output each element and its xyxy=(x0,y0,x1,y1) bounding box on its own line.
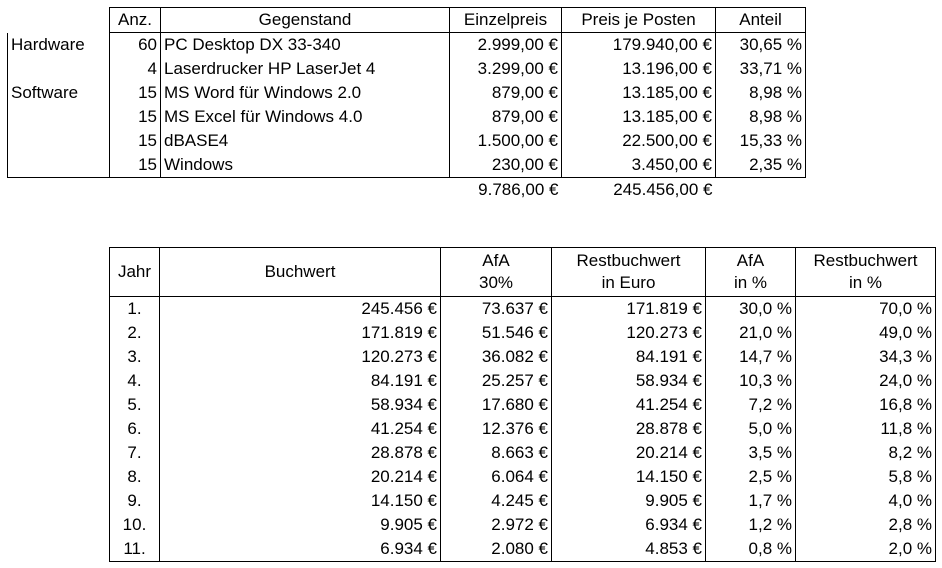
afa-cell: 17.680 € xyxy=(441,393,552,417)
restbuchwert-percent-cell: 11,8 % xyxy=(796,417,936,441)
anz-cell: 15 xyxy=(110,153,161,178)
afa-percent-cell: 30,0 % xyxy=(706,297,796,322)
depreciation-header-row xyxy=(110,248,936,297)
afa-cell: 6.064 € xyxy=(441,465,552,489)
anteil-cell: 33,71 % xyxy=(716,57,806,81)
afa-cell: 51.546 € xyxy=(441,321,552,345)
afa-cell: 8.663 € xyxy=(441,441,552,465)
restbuchwert-percent-cell: 24,0 % xyxy=(796,369,936,393)
gegenstand-cell: dBASE4 xyxy=(161,129,450,153)
afa-percent-cell: 0,8 % xyxy=(706,537,796,562)
table-row xyxy=(110,345,936,369)
category-label: Software xyxy=(8,81,110,105)
restbuchwert-percent-cell: 4,0 % xyxy=(796,489,936,513)
restbuchwert-euro-cell: 171.819 € xyxy=(552,297,706,322)
einzelpreis-total: 9.786,00 € xyxy=(478,180,559,199)
restbuchwert-percent-cell: 34,3 % xyxy=(796,345,936,369)
jahr-cell: 6. xyxy=(110,417,160,441)
anz-cell: 4 xyxy=(110,57,161,81)
anteil-cell: 15,33 % xyxy=(716,129,806,153)
inventory-table xyxy=(7,7,806,202)
einzelpreis-cell: 3.299,00 € xyxy=(450,57,562,81)
anteil-cell: 2,35 % xyxy=(716,153,806,178)
table-row xyxy=(8,33,806,58)
einzelpreis-header: Einzelpreis xyxy=(450,8,562,33)
category-label xyxy=(8,57,110,81)
table-row xyxy=(8,105,806,129)
jahr-cell: 9. xyxy=(110,489,160,513)
einzelpreis-cell: 879,00 € xyxy=(450,81,562,105)
anz-cell: 15 xyxy=(110,129,161,153)
afa-cell: 4.245 € xyxy=(441,489,552,513)
table-row xyxy=(110,537,936,562)
einzelpreis-cell: 2.999,00 € xyxy=(450,33,562,58)
buchwert-cell: 245.456 € xyxy=(160,297,441,322)
jahr-cell: 11. xyxy=(110,537,160,562)
einzelpreis-cell: 879,00 € xyxy=(450,105,562,129)
restbuchwert-percent-cell: 70,0 % xyxy=(796,297,936,322)
jahr-cell: 3. xyxy=(110,345,160,369)
table-row xyxy=(8,129,806,153)
afa-percent-cell: 2,5 % xyxy=(706,465,796,489)
category-label xyxy=(8,129,110,153)
category-header-cell xyxy=(8,8,110,33)
buchwert-cell: 171.819 € xyxy=(160,321,441,345)
table-row xyxy=(8,81,806,105)
category-label xyxy=(8,105,110,129)
restbuchwert-percent-cell: 5,8 % xyxy=(796,465,936,489)
anz-header: Anz. xyxy=(110,8,161,33)
buchwert-cell: 9.905 € xyxy=(160,513,441,537)
preis-cell: 22.500,00 € xyxy=(562,129,716,153)
buchwert-cell: 84.191 € xyxy=(160,369,441,393)
preis-total: 245.456,00 € xyxy=(613,180,713,199)
table-row xyxy=(110,513,936,537)
table-row xyxy=(110,393,936,417)
anteil-cell: 30,65 % xyxy=(716,33,806,58)
restbuchwert-euro-cell: 6.934 € xyxy=(552,513,706,537)
restbuchwert-euro-cell: 9.905 € xyxy=(552,489,706,513)
restbuchwert-euro-cell: 120.273 € xyxy=(552,321,706,345)
table-row xyxy=(110,321,936,345)
table-row xyxy=(110,297,936,322)
jahr-cell: 10. xyxy=(110,513,160,537)
totals-row xyxy=(8,178,806,203)
restbuchwert-percent-cell: 49,0 % xyxy=(796,321,936,345)
gegenstand-cell: PC Desktop DX 33-340 xyxy=(161,33,450,58)
restbuchwert-percent-header: Restbuchwert in % xyxy=(796,248,936,297)
preis-cell: 179.940,00 € xyxy=(562,33,716,58)
anz-cell: 15 xyxy=(110,81,161,105)
buchwert-cell: 41.254 € xyxy=(160,417,441,441)
afa-percent-cell: 3,5 % xyxy=(706,441,796,465)
preis-cell: 3.450,00 € xyxy=(562,153,716,178)
restbuchwert-euro-cell: 84.191 € xyxy=(552,345,706,369)
buchwert-cell: 6.934 € xyxy=(160,537,441,562)
restbuchwert-euro-cell: 14.150 € xyxy=(552,465,706,489)
jahr-cell: 8. xyxy=(110,465,160,489)
restbuchwert-percent-cell: 8,2 % xyxy=(796,441,936,465)
inventory-header-row xyxy=(8,8,806,33)
buchwert-cell: 20.214 € xyxy=(160,465,441,489)
table-row xyxy=(110,441,936,465)
jahr-cell: 5. xyxy=(110,393,160,417)
afa-cell: 25.257 € xyxy=(441,369,552,393)
afa-cell: 36.082 € xyxy=(441,345,552,369)
jahr-cell: 1. xyxy=(110,297,160,322)
afa-percent-cell: 14,7 % xyxy=(706,345,796,369)
category-label xyxy=(8,153,110,178)
preis-cell: 13.196,00 € xyxy=(562,57,716,81)
category-label: Hardware xyxy=(8,33,110,58)
afa-percent-header: AfA in % xyxy=(706,248,796,297)
afa-cell: 12.376 € xyxy=(441,417,552,441)
restbuchwert-percent-cell: 2,0 % xyxy=(796,537,936,562)
restbuchwert-percent-cell: 2,8 % xyxy=(796,513,936,537)
afa-cell: 2.972 € xyxy=(441,513,552,537)
afa-header: AfA 30% xyxy=(441,248,552,297)
jahr-cell: 2. xyxy=(110,321,160,345)
anz-cell: 60 xyxy=(110,33,161,58)
einzelpreis-cell: 1.500,00 € xyxy=(450,129,562,153)
gegenstand-header: Gegenstand xyxy=(161,8,450,33)
preis-cell: 13.185,00 € xyxy=(562,81,716,105)
afa-percent-cell: 7,2 % xyxy=(706,393,796,417)
afa-cell: 2.080 € xyxy=(441,537,552,562)
gegenstand-cell: Windows xyxy=(161,153,450,178)
gegenstand-cell: MS Excel für Windows 4.0 xyxy=(161,105,450,129)
anteil-cell: 8,98 % xyxy=(716,105,806,129)
preis-je-posten-header: Preis je Posten xyxy=(562,8,716,33)
afa-cell: 73.637 € xyxy=(441,297,552,322)
jahr-cell: 7. xyxy=(110,441,160,465)
table-row xyxy=(110,465,936,489)
anteil-cell: 8,98 % xyxy=(716,81,806,105)
restbuchwert-euro-cell: 41.254 € xyxy=(552,393,706,417)
restbuchwert-euro-cell: 20.214 € xyxy=(552,441,706,465)
afa-percent-cell: 1,2 % xyxy=(706,513,796,537)
afa-percent-cell: 5,0 % xyxy=(706,417,796,441)
jahr-header: Jahr xyxy=(110,248,160,297)
gegenstand-cell: Laserdrucker HP LaserJet 4 xyxy=(161,57,450,81)
afa-percent-cell: 10,3 % xyxy=(706,369,796,393)
anteil-header: Anteil xyxy=(716,8,806,33)
table-row xyxy=(8,153,806,178)
preis-cell: 13.185,00 € xyxy=(562,105,716,129)
restbuchwert-percent-cell: 16,8 % xyxy=(796,393,936,417)
restbuchwert-euro-header: Restbuchwert in Euro xyxy=(552,248,706,297)
table-row xyxy=(110,417,936,441)
restbuchwert-euro-cell: 58.934 € xyxy=(552,369,706,393)
afa-percent-cell: 21,0 % xyxy=(706,321,796,345)
restbuchwert-euro-cell: 4.853 € xyxy=(552,537,706,562)
jahr-cell: 4. xyxy=(110,369,160,393)
depreciation-table xyxy=(109,247,936,562)
afa-percent-cell: 1,7 % xyxy=(706,489,796,513)
einzelpreis-cell: 230,00 € xyxy=(450,153,562,178)
buchwert-cell: 120.273 € xyxy=(160,345,441,369)
buchwert-cell: 28.878 € xyxy=(160,441,441,465)
buchwert-header: Buchwert xyxy=(160,248,441,297)
anz-cell: 15 xyxy=(110,105,161,129)
table-row xyxy=(110,369,936,393)
restbuchwert-euro-cell: 28.878 € xyxy=(552,417,706,441)
table-row xyxy=(110,489,936,513)
gegenstand-cell: MS Word für Windows 2.0 xyxy=(161,81,450,105)
table-row xyxy=(8,57,806,81)
buchwert-cell: 58.934 € xyxy=(160,393,441,417)
buchwert-cell: 14.150 € xyxy=(160,489,441,513)
